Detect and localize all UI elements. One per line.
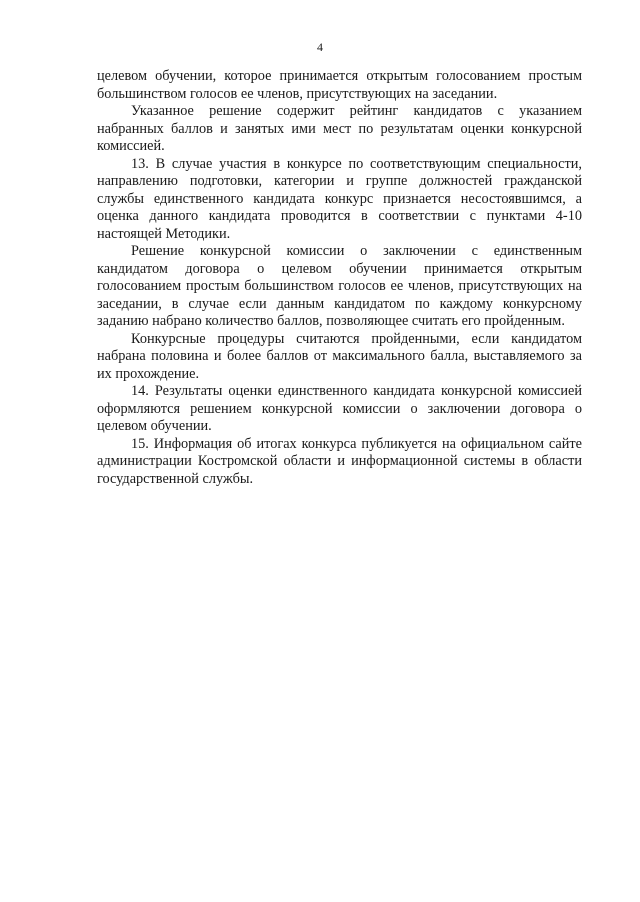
- document-body: [97, 68, 582, 488]
- paragraph-single-candidate-decision: Решение конкурсной комиссии о заключении с единственным кандидатом договора о целевом обучении принимается открытым голосованием простым большинством голосов ее членов, присутствующих на заседании, в случае если данным кандидатом по каждому конкурсному заданию набрано количество баллов, позволяющее считать его пройденным.: [97, 243, 582, 329]
- paragraph-item-15: 15. Информация об итогах конкурса публикуется на официальном сайте администрации Костромской области и информационной системы в области государственной службы.: [97, 435, 582, 487]
- paragraph-rating-decision: Указанное решение содержит рейтинг кандидатов с указанием набранных баллов и занятых ими мест по результатам оценки конкурсной комиссией.: [97, 103, 582, 154]
- paragraph-item-14: 14. Результаты оценки единственного кандидата конкурсной комиссией оформляются решением конкурсной комиссии о заключении договора о целевом обучении.: [97, 383, 582, 434]
- paragraph-item-13: 13. В случае участия в конкурсе по соответствующим специальности, направлению подготовки, категории и группе должностей гражданской службы единственного кандидата конкурс признается несостоявшимся, а оценка данного кандидата проводится в соответствии с пунктами 4-10 настоящей Методики.: [97, 155, 582, 242]
- paragraph-continuation: целевом обучении, которое принимается открытым голосованием простым большинством голосов ее членов, присутствующих на заседании.: [97, 68, 582, 102]
- page-number: 4: [317, 40, 323, 54]
- paragraph-procedures-passed: Конкурсные процедуры считаются пройденными, если кандидатом набрана половина и более баллов от максимального балла, выставляемого за их прохождение.: [97, 330, 582, 382]
